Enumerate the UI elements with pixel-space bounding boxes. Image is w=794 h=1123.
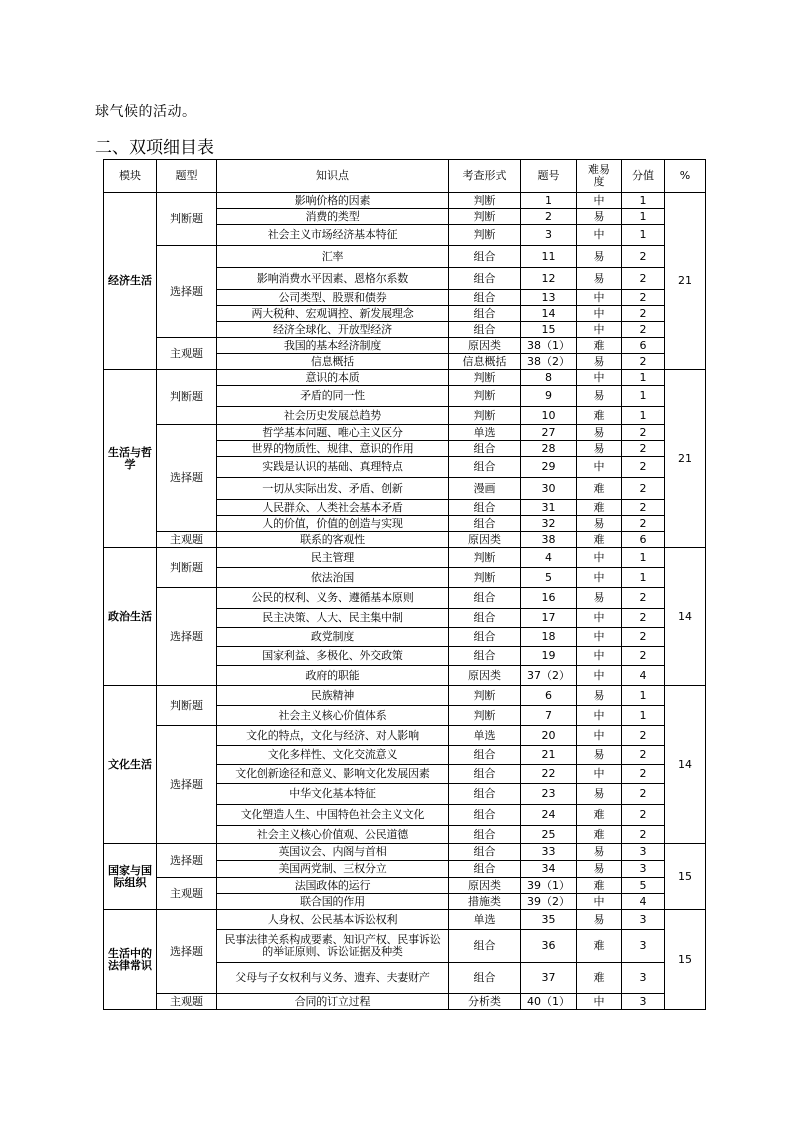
question-number-cell: 38 bbox=[521, 532, 577, 548]
knowledge-point-cell: 合同的订立过程 bbox=[217, 994, 449, 1010]
score-cell: 3 bbox=[622, 963, 665, 994]
question-type-cell: 选择题 bbox=[157, 726, 217, 844]
question-type-cell: 选择题 bbox=[157, 425, 217, 532]
table-row bbox=[104, 193, 706, 209]
form-cell: 判断 bbox=[449, 686, 521, 706]
score-cell: 1 bbox=[622, 209, 665, 225]
question-number-cell: 20 bbox=[521, 726, 577, 746]
difficulty-cell: 中 bbox=[577, 225, 622, 246]
knowledge-point-cell: 人身权、公民基本诉讼权利 bbox=[217, 910, 449, 930]
difficulty-cell: 中 bbox=[577, 666, 622, 686]
form-cell: 组合 bbox=[449, 290, 521, 306]
knowledge-point-cell: 民事法律关系构成要素、知识产权、民事诉讼的举证原则、诉讼证据及种类 bbox=[217, 930, 449, 963]
score-cell: 2 bbox=[622, 826, 665, 844]
question-number-cell: 1 bbox=[521, 193, 577, 209]
difficulty-cell: 易 bbox=[577, 354, 622, 370]
header-percent: % bbox=[665, 160, 706, 193]
score-cell: 1 bbox=[622, 225, 665, 246]
score-cell: 2 bbox=[622, 457, 665, 478]
knowledge-point-cell: 信息概括 bbox=[217, 354, 449, 370]
score-cell: 1 bbox=[622, 568, 665, 588]
percent-cell: 21 bbox=[665, 370, 706, 548]
section-title: 二、双项细目表 bbox=[95, 138, 214, 158]
question-number-cell: 11 bbox=[521, 246, 577, 268]
difficulty-cell: 中 bbox=[577, 322, 622, 338]
form-cell: 组合 bbox=[449, 457, 521, 478]
question-type-cell: 主观题 bbox=[157, 994, 217, 1010]
difficulty-cell: 易 bbox=[577, 386, 622, 407]
score-cell: 2 bbox=[622, 268, 665, 290]
form-cell: 组合 bbox=[449, 516, 521, 532]
question-number-cell: 19 bbox=[521, 647, 577, 666]
knowledge-point-cell: 社会主义市场经济基本特征 bbox=[217, 225, 449, 246]
question-number-cell: 21 bbox=[521, 746, 577, 765]
question-number-cell: 5 bbox=[521, 568, 577, 588]
question-number-cell: 13 bbox=[521, 290, 577, 306]
header-difficulty: 难易度 bbox=[577, 160, 622, 193]
header-qno: 题号 bbox=[521, 160, 577, 193]
difficulty-cell: 中 bbox=[577, 548, 622, 568]
score-cell: 1 bbox=[622, 686, 665, 706]
difficulty-cell: 难 bbox=[577, 500, 622, 516]
form-cell: 单选 bbox=[449, 726, 521, 746]
difficulty-cell: 难 bbox=[577, 407, 622, 425]
form-cell: 判断 bbox=[449, 386, 521, 407]
question-number-cell: 27 bbox=[521, 425, 577, 441]
header-score: 分值 bbox=[622, 160, 665, 193]
question-number-cell: 40（1） bbox=[521, 994, 577, 1010]
form-cell: 组合 bbox=[449, 588, 521, 609]
question-number-cell: 29 bbox=[521, 457, 577, 478]
knowledge-point-cell: 民族精神 bbox=[217, 686, 449, 706]
question-number-cell: 16 bbox=[521, 588, 577, 609]
form-cell: 判断 bbox=[449, 407, 521, 425]
difficulty-cell: 中 bbox=[577, 568, 622, 588]
difficulty-cell: 中 bbox=[577, 647, 622, 666]
form-cell: 单选 bbox=[449, 910, 521, 930]
knowledge-point-cell: 文化的特点，文化与经济、对人影响 bbox=[217, 726, 449, 746]
knowledge-point-cell: 社会历史发展总趋势 bbox=[217, 407, 449, 425]
difficulty-cell: 易 bbox=[577, 746, 622, 765]
form-cell: 组合 bbox=[449, 268, 521, 290]
table-row bbox=[104, 425, 706, 441]
difficulty-cell: 难 bbox=[577, 805, 622, 826]
difficulty-cell: 中 bbox=[577, 628, 622, 647]
form-cell: 措施类 bbox=[449, 894, 521, 910]
knowledge-point-cell: 人民群众、人类社会基本矛盾 bbox=[217, 500, 449, 516]
percent-cell: 15 bbox=[665, 844, 706, 910]
table-body bbox=[104, 193, 706, 1010]
question-number-cell: 18 bbox=[521, 628, 577, 647]
form-cell: 原因类 bbox=[449, 878, 521, 894]
difficulty-cell: 易 bbox=[577, 844, 622, 861]
intro-text: 球气候的活动。 bbox=[95, 104, 197, 120]
score-cell: 3 bbox=[622, 930, 665, 963]
form-cell: 组合 bbox=[449, 306, 521, 322]
form-cell: 组合 bbox=[449, 805, 521, 826]
question-number-cell: 24 bbox=[521, 805, 577, 826]
header-form: 考查形式 bbox=[449, 160, 521, 193]
difficulty-cell: 难 bbox=[577, 478, 622, 500]
score-cell: 2 bbox=[622, 588, 665, 609]
form-cell: 组合 bbox=[449, 844, 521, 861]
knowledge-point-cell: 哲学基本问题、唯心主义区分 bbox=[217, 425, 449, 441]
question-type-cell: 选择题 bbox=[157, 588, 217, 686]
question-number-cell: 37（2） bbox=[521, 666, 577, 686]
score-cell: 2 bbox=[622, 516, 665, 532]
score-cell: 3 bbox=[622, 910, 665, 930]
form-cell: 漫画 bbox=[449, 478, 521, 500]
knowledge-point-cell: 实践是认识的基础、真理特点 bbox=[217, 457, 449, 478]
knowledge-point-cell: 国家利益、多极化、外交政策 bbox=[217, 647, 449, 666]
module-cell: 国家与国际组织 bbox=[104, 844, 157, 910]
score-cell: 2 bbox=[622, 746, 665, 765]
question-number-cell: 37 bbox=[521, 963, 577, 994]
form-cell: 信息概括 bbox=[449, 354, 521, 370]
question-type-cell: 主观题 bbox=[157, 532, 217, 548]
form-cell: 分析类 bbox=[449, 994, 521, 1010]
table-row bbox=[104, 370, 706, 386]
difficulty-cell: 中 bbox=[577, 370, 622, 386]
question-number-cell: 14 bbox=[521, 306, 577, 322]
question-number-cell: 12 bbox=[521, 268, 577, 290]
table-row bbox=[104, 246, 706, 268]
difficulty-cell: 易 bbox=[577, 784, 622, 805]
knowledge-point-cell: 法国政体的运行 bbox=[217, 878, 449, 894]
question-type-cell: 判断题 bbox=[157, 370, 217, 425]
question-number-cell: 6 bbox=[521, 686, 577, 706]
question-number-cell: 3 bbox=[521, 225, 577, 246]
difficulty-cell: 易 bbox=[577, 910, 622, 930]
question-number-cell: 9 bbox=[521, 386, 577, 407]
table-row bbox=[104, 878, 706, 894]
question-number-cell: 28 bbox=[521, 441, 577, 457]
percent-cell: 14 bbox=[665, 686, 706, 844]
difficulty-cell: 中 bbox=[577, 765, 622, 784]
percent-cell: 15 bbox=[665, 910, 706, 1010]
knowledge-point-cell: 政党制度 bbox=[217, 628, 449, 647]
form-cell: 判断 bbox=[449, 225, 521, 246]
form-cell: 判断 bbox=[449, 193, 521, 209]
score-cell: 2 bbox=[622, 609, 665, 628]
knowledge-point-cell: 依法治国 bbox=[217, 568, 449, 588]
knowledge-point-cell: 经济全球化、开放型经济 bbox=[217, 322, 449, 338]
difficulty-cell: 易 bbox=[577, 441, 622, 457]
knowledge-point-cell: 影响价格的因素 bbox=[217, 193, 449, 209]
score-cell: 2 bbox=[622, 441, 665, 457]
question-number-cell: 39（2） bbox=[521, 894, 577, 910]
knowledge-point-cell: 联合国的作用 bbox=[217, 894, 449, 910]
form-cell: 组合 bbox=[449, 500, 521, 516]
module-cell: 生活与哲学 bbox=[104, 370, 157, 548]
question-type-cell: 选择题 bbox=[157, 910, 217, 994]
score-cell: 1 bbox=[622, 370, 665, 386]
question-number-cell: 25 bbox=[521, 826, 577, 844]
knowledge-point-cell: 消费的类型 bbox=[217, 209, 449, 225]
knowledge-point-cell: 公民的权利、义务、遵循基本原则 bbox=[217, 588, 449, 609]
question-number-cell: 38（2） bbox=[521, 354, 577, 370]
knowledge-point-cell: 文化塑造人生、中国特色社会主义文化 bbox=[217, 805, 449, 826]
form-cell: 判断 bbox=[449, 706, 521, 726]
question-number-cell: 30 bbox=[521, 478, 577, 500]
form-cell: 组合 bbox=[449, 826, 521, 844]
form-cell: 判断 bbox=[449, 370, 521, 386]
knowledge-point-cell: 世界的物质性、规律、意识的作用 bbox=[217, 441, 449, 457]
question-number-cell: 17 bbox=[521, 609, 577, 628]
module-cell: 文化生活 bbox=[104, 686, 157, 844]
score-cell: 2 bbox=[622, 628, 665, 647]
module-cell: 生活中的法律常识 bbox=[104, 910, 157, 1010]
question-number-cell: 7 bbox=[521, 706, 577, 726]
table-row bbox=[104, 548, 706, 568]
question-type-cell: 选择题 bbox=[157, 246, 217, 338]
table-row bbox=[104, 994, 706, 1010]
difficulty-cell: 难 bbox=[577, 338, 622, 354]
form-cell: 组合 bbox=[449, 609, 521, 628]
difficulty-cell: 难 bbox=[577, 532, 622, 548]
knowledge-point-cell: 汇率 bbox=[217, 246, 449, 268]
question-number-cell: 33 bbox=[521, 844, 577, 861]
score-cell: 1 bbox=[622, 407, 665, 425]
table-row bbox=[104, 910, 706, 930]
knowledge-point-cell: 文化多样性、文化交流意义 bbox=[217, 746, 449, 765]
question-number-cell: 36 bbox=[521, 930, 577, 963]
form-cell: 组合 bbox=[449, 628, 521, 647]
score-cell: 3 bbox=[622, 844, 665, 861]
form-cell: 原因类 bbox=[449, 666, 521, 686]
score-cell: 2 bbox=[622, 784, 665, 805]
table-row bbox=[104, 686, 706, 706]
score-cell: 2 bbox=[622, 500, 665, 516]
knowledge-point-cell: 影响消费水平因素、恩格尔系数 bbox=[217, 268, 449, 290]
score-cell: 2 bbox=[622, 290, 665, 306]
difficulty-cell: 易 bbox=[577, 268, 622, 290]
score-cell: 2 bbox=[622, 647, 665, 666]
difficulty-cell: 中 bbox=[577, 290, 622, 306]
percent-cell: 14 bbox=[665, 548, 706, 686]
difficulty-cell: 易 bbox=[577, 588, 622, 609]
question-type-cell: 选择题 bbox=[157, 844, 217, 878]
score-cell: 2 bbox=[622, 354, 665, 370]
form-cell: 组合 bbox=[449, 963, 521, 994]
knowledge-point-cell: 民主管理 bbox=[217, 548, 449, 568]
table-row bbox=[104, 844, 706, 861]
difficulty-cell: 易 bbox=[577, 246, 622, 268]
difficulty-cell: 易 bbox=[577, 209, 622, 225]
percent-cell: 21 bbox=[665, 193, 706, 370]
difficulty-cell: 难 bbox=[577, 826, 622, 844]
question-type-cell: 判断题 bbox=[157, 193, 217, 246]
question-type-cell: 主观题 bbox=[157, 338, 217, 370]
score-cell: 2 bbox=[622, 425, 665, 441]
form-cell: 组合 bbox=[449, 746, 521, 765]
knowledge-point-cell: 联系的客观性 bbox=[217, 532, 449, 548]
score-cell: 3 bbox=[622, 861, 665, 878]
score-cell: 4 bbox=[622, 666, 665, 686]
question-type-cell: 主观题 bbox=[157, 878, 217, 910]
question-number-cell: 4 bbox=[521, 548, 577, 568]
score-cell: 1 bbox=[622, 386, 665, 407]
knowledge-point-cell: 社会主义核心价值观、公民道德 bbox=[217, 826, 449, 844]
question-number-cell: 38（1） bbox=[521, 338, 577, 354]
knowledge-point-cell: 英国议会、内阁与首相 bbox=[217, 844, 449, 861]
question-number-cell: 2 bbox=[521, 209, 577, 225]
score-cell: 2 bbox=[622, 726, 665, 746]
form-cell: 组合 bbox=[449, 441, 521, 457]
question-number-cell: 35 bbox=[521, 910, 577, 930]
question-type-cell: 判断题 bbox=[157, 686, 217, 726]
question-type-cell: 判断题 bbox=[157, 548, 217, 588]
score-cell: 1 bbox=[622, 706, 665, 726]
form-cell: 组合 bbox=[449, 765, 521, 784]
difficulty-cell: 中 bbox=[577, 994, 622, 1010]
table-row bbox=[104, 532, 706, 548]
difficulty-cell: 易 bbox=[577, 425, 622, 441]
form-cell: 组合 bbox=[449, 861, 521, 878]
score-cell: 2 bbox=[622, 246, 665, 268]
knowledge-point-cell: 矛盾的同一性 bbox=[217, 386, 449, 407]
score-cell: 6 bbox=[622, 338, 665, 354]
score-cell: 3 bbox=[622, 994, 665, 1010]
score-cell: 2 bbox=[622, 322, 665, 338]
difficulty-cell: 中 bbox=[577, 306, 622, 322]
difficulty-cell: 中 bbox=[577, 706, 622, 726]
module-cell: 经济生活 bbox=[104, 193, 157, 370]
form-cell: 组合 bbox=[449, 784, 521, 805]
knowledge-point-cell: 美国两党制、三权分立 bbox=[217, 861, 449, 878]
difficulty-cell: 易 bbox=[577, 861, 622, 878]
header-qtype: 题型 bbox=[157, 160, 217, 193]
score-cell: 4 bbox=[622, 894, 665, 910]
knowledge-point-cell: 一切从实际出发、矛盾、创新 bbox=[217, 478, 449, 500]
question-number-cell: 31 bbox=[521, 500, 577, 516]
knowledge-point-cell: 中华文化基本特征 bbox=[217, 784, 449, 805]
knowledge-point-cell: 我国的基本经济制度 bbox=[217, 338, 449, 354]
difficulty-cell: 中 bbox=[577, 193, 622, 209]
header-module: 模块 bbox=[104, 160, 157, 193]
score-cell: 2 bbox=[622, 478, 665, 500]
module-cell: 政治生活 bbox=[104, 548, 157, 686]
form-cell: 原因类 bbox=[449, 338, 521, 354]
score-cell: 2 bbox=[622, 765, 665, 784]
spec-table bbox=[103, 159, 706, 1010]
knowledge-point-cell: 公司类型、股票和债券 bbox=[217, 290, 449, 306]
question-number-cell: 39（1） bbox=[521, 878, 577, 894]
difficulty-cell: 中 bbox=[577, 609, 622, 628]
difficulty-cell: 中 bbox=[577, 457, 622, 478]
question-number-cell: 22 bbox=[521, 765, 577, 784]
score-cell: 1 bbox=[622, 193, 665, 209]
knowledge-point-cell: 文化创新途径和意义、影响文化发展因素 bbox=[217, 765, 449, 784]
table-row bbox=[104, 588, 706, 609]
question-number-cell: 10 bbox=[521, 407, 577, 425]
question-number-cell: 15 bbox=[521, 322, 577, 338]
knowledge-point-cell: 社会主义核心价值体系 bbox=[217, 706, 449, 726]
question-number-cell: 23 bbox=[521, 784, 577, 805]
form-cell: 判断 bbox=[449, 568, 521, 588]
header-knowledge: 知识点 bbox=[217, 160, 449, 193]
question-number-cell: 8 bbox=[521, 370, 577, 386]
form-cell: 组合 bbox=[449, 246, 521, 268]
knowledge-point-cell: 民主决策、人大、民主集中制 bbox=[217, 609, 449, 628]
difficulty-cell: 难 bbox=[577, 878, 622, 894]
score-cell: 2 bbox=[622, 306, 665, 322]
difficulty-cell: 难 bbox=[577, 963, 622, 994]
form-cell: 单选 bbox=[449, 425, 521, 441]
header-row bbox=[104, 160, 706, 193]
form-cell: 原因类 bbox=[449, 532, 521, 548]
form-cell: 判断 bbox=[449, 548, 521, 568]
difficulty-cell: 难 bbox=[577, 930, 622, 963]
score-cell: 1 bbox=[622, 548, 665, 568]
knowledge-point-cell: 意识的本质 bbox=[217, 370, 449, 386]
knowledge-point-cell: 人的价值，价值的创造与实现 bbox=[217, 516, 449, 532]
question-number-cell: 32 bbox=[521, 516, 577, 532]
table-row bbox=[104, 338, 706, 354]
table-row bbox=[104, 726, 706, 746]
difficulty-cell: 中 bbox=[577, 726, 622, 746]
score-cell: 2 bbox=[622, 805, 665, 826]
score-cell: 5 bbox=[622, 878, 665, 894]
form-cell: 组合 bbox=[449, 322, 521, 338]
question-number-cell: 34 bbox=[521, 861, 577, 878]
form-cell: 组合 bbox=[449, 930, 521, 963]
form-cell: 判断 bbox=[449, 209, 521, 225]
difficulty-cell: 易 bbox=[577, 516, 622, 532]
score-cell: 6 bbox=[622, 532, 665, 548]
difficulty-cell: 中 bbox=[577, 894, 622, 910]
difficulty-cell: 易 bbox=[577, 686, 622, 706]
knowledge-point-cell: 政府的职能 bbox=[217, 666, 449, 686]
form-cell: 组合 bbox=[449, 647, 521, 666]
knowledge-point-cell: 父母与子女权利与义务、遗弃、夫妻财产 bbox=[217, 963, 449, 994]
knowledge-point-cell: 两大税种、宏观调控、新发展理念 bbox=[217, 306, 449, 322]
